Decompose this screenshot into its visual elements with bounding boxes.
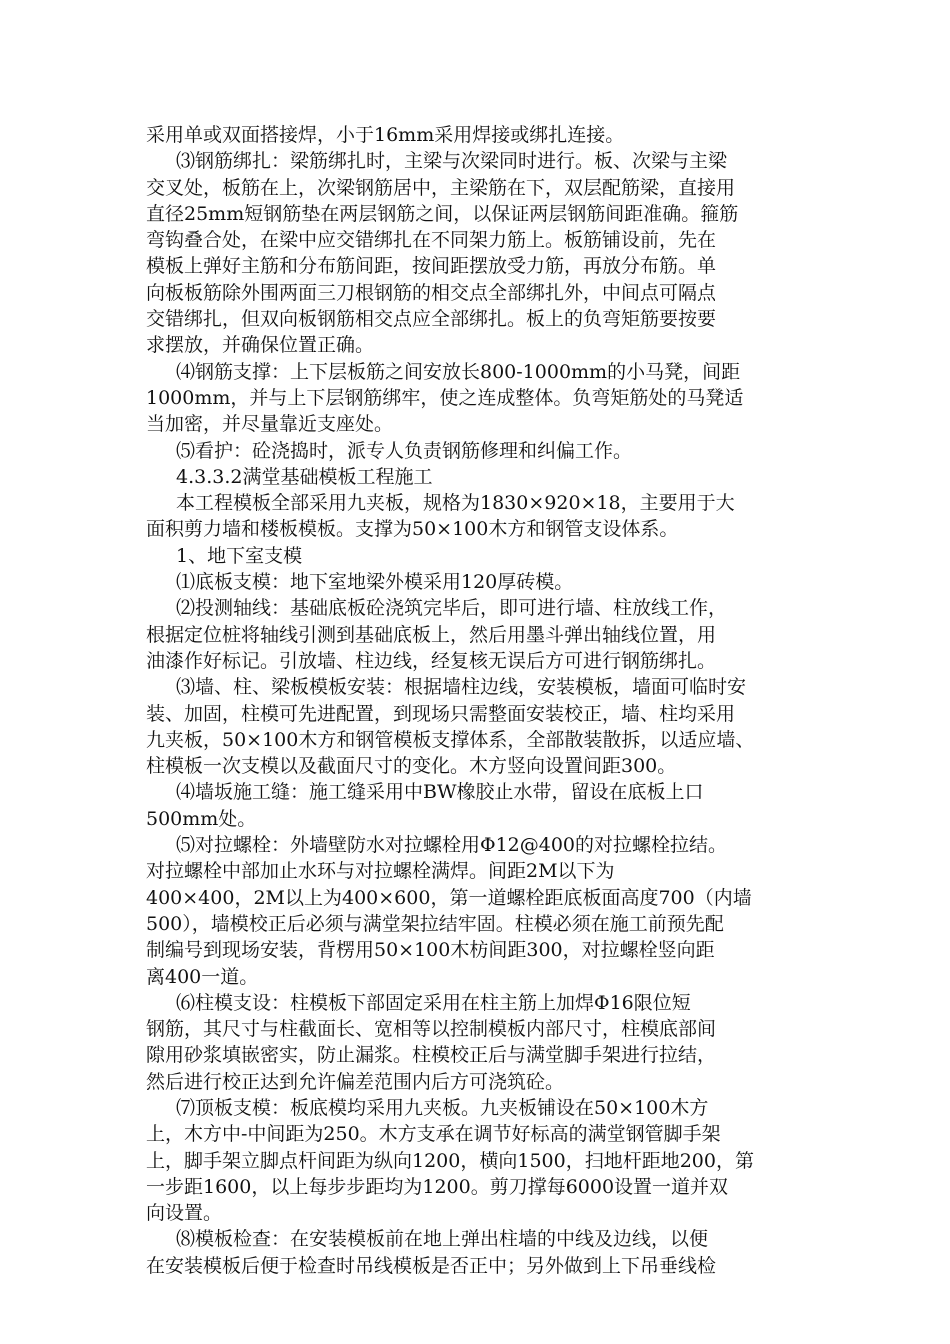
text-line: 对拉螺栓中部加止水环与对拉螺栓满焊。间距2M以下为: [146, 860, 615, 883]
text-line: 在安装模板后便于检查时吊线模板是否正中；另外做到上下吊垂线检: [146, 1254, 717, 1277]
text-line: 装、加固，柱模可先进配置，到现场只需整面安装校正，墙、柱均采用: [146, 702, 736, 725]
text-line: 交叉处，板筋在上，次梁钢筋居中，主梁筋在下，双层配筋梁，直接用: [146, 176, 736, 199]
text-line: 制编号到现场安装，背楞用50×100木枋间距300，对拉螺栓竖向距: [146, 939, 715, 962]
text-line: 油漆作好标记。引放墙、柱边线，经复核无误后方可进行钢筋绑扎。: [146, 649, 717, 672]
text-line: 柱模板一次支模以及截面尺寸的变化。木方竖向设置间距300。: [146, 755, 677, 778]
text-line: 4.3.3.2满堂基础模板工程施工: [176, 465, 433, 488]
text-line: ⑺顶板支模：板底模均采用九夹板。九夹板铺设在50×100木方: [176, 1096, 709, 1119]
text-line: 根据定位桩将轴线引测到基础底板上，然后用墨斗弹出轴线位置，用: [146, 623, 717, 646]
text-line: ⑶墙、柱、梁板模板安装：根据墙柱边线，安装模板，墙面可临时安: [176, 676, 747, 699]
text-line: ⑻模板检查：在安装模板前在地上弹出柱墙的中线及边线，以便: [176, 1228, 709, 1251]
text-line: 500mm处。: [146, 807, 257, 830]
text-line: ⑷钢筋支撑：上下层板筋之间安放长800-1000mm的小马凳，间距: [176, 360, 741, 383]
text-line: 本工程模板全部采用九夹板，规格为1830×920×18，主要用于大: [176, 492, 735, 515]
text-line: 然后进行校正达到允许偏差范围内后方可浇筑砼。: [146, 1070, 565, 1093]
text-line: 直径25mm短钢筋垫在两层钢筋之间，以保证两层钢筋间距准确。箍筋: [146, 202, 739, 225]
text-line: ⑸看护：砼浇捣时，派专人负责钢筋修理和纠偏工作。: [176, 439, 633, 462]
text-line: 离400一道。: [146, 965, 259, 988]
text-line: 弯钩叠合处，在梁中应交错绑扎在不同架力筋上。板筋铺设前，先在: [146, 229, 717, 252]
text-line: 隙用砂浆填嵌密实，防止漏浆。柱模校正后与满堂脚手架进行拉结，: [146, 1044, 717, 1067]
text-line: 当加密，并尽量靠近支座处。: [146, 413, 394, 436]
text-line: 上，木方中-中间距为250。木方支承在调节好标高的满堂钢管脚手架: [146, 1123, 721, 1146]
text-line: 面积剪力墙和楼板模板。支撑为50×100木方和钢管支设体系。: [146, 518, 679, 541]
document-body: [146, 122, 806, 1279]
text-line: 向板板筋除外围两面三刀根钢筋的相交点全部绑扎外，中间点可隔点: [146, 281, 717, 304]
text-line: 1、地下室支模: [176, 544, 303, 567]
text-line: 求摆放，并确保位置正确。: [146, 334, 375, 357]
text-line: 九夹板，50×100木方和钢管模板支撑体系，全部散装散拆，以适应墙、: [146, 728, 755, 751]
text-line: ⑶钢筋绑扎：梁筋绑扎时，主梁与次梁同时进行。板、次梁与主梁: [176, 150, 728, 173]
text-line: 上，脚手架立脚点杆间距为纵向1200，横向1500，扫地杆距地200，第: [146, 1149, 754, 1172]
text-line: 1000mm，并与上下层钢筋绑牢，使之连成整体。负弯矩筋处的马凳适: [146, 386, 744, 409]
text-line: 向设置。: [146, 1202, 223, 1225]
text-line: ⑴底板支模：地下室地梁外模采用120厚砖模。: [176, 571, 574, 594]
text-line: 500），墙模校正后必须与满堂架拉结牢固。柱模必须在施工前预先配: [146, 912, 724, 935]
text-line: 模板上弹好主筋和分布筋间距，按间距摆放受力筋，再放分布筋。单: [146, 255, 717, 278]
text-line: ⑹柱模支设：柱模板下部固定采用在柱主筋上加焊Φ16限位短: [176, 991, 691, 1014]
text-line: ⑸对拉螺栓：外墙壁防水对拉螺栓用Φ12@400的对拉螺栓拉结。: [176, 834, 728, 857]
text-line: 交错绑扎，但双向板钢筋相交点应全部绑扎。板上的负弯矩筋要按要: [146, 308, 717, 331]
text-line: 400×400，2M以上为400×600，第一道螺栓距底板面高度700（内墙: [146, 886, 752, 909]
text-line: ⑵投测轴线：基础底板砼浇筑完毕后，即可进行墙、柱放线工作，: [176, 597, 728, 620]
text-line: 钢筋，其尺寸与柱截面长、宽相等以控制模板内部尺寸，柱模底部间: [146, 1018, 717, 1041]
text-line: 采用单或双面搭接焊，小于16mm采用焊接或绑扎连接。: [146, 124, 625, 146]
text-line: 一步距1600，以上每步步距均为1200。剪刀撑每6000设置一道并双: [146, 1175, 729, 1198]
text-line: ⑷墙坂施工缝：施工缝采用中BW橡胶止水带，留设在底板上口: [176, 781, 704, 804]
